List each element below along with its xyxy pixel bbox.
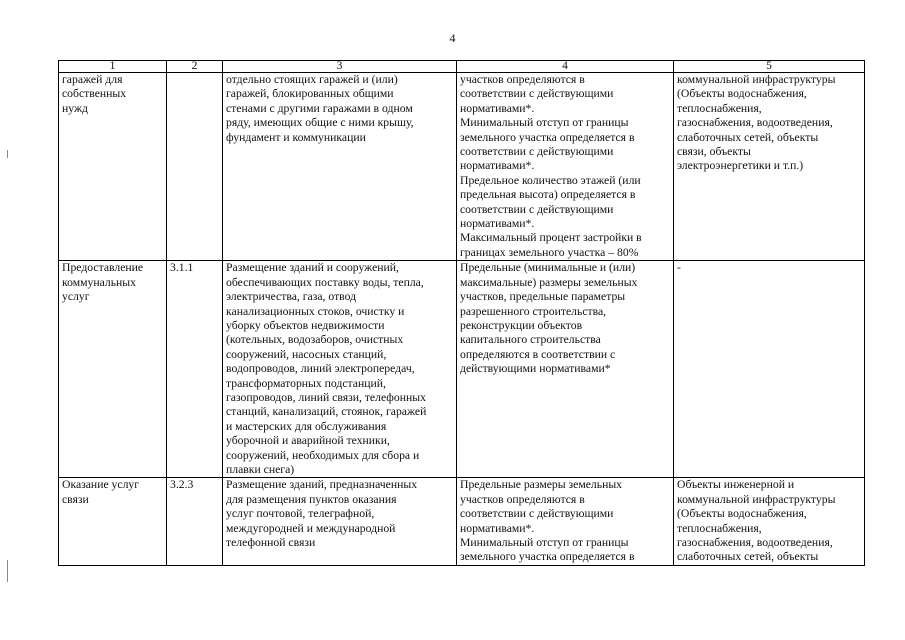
text-line: междугородней и международной — [226, 521, 396, 535]
use-code-cell — [167, 261, 223, 478]
text-line: участков определяются в — [460, 73, 585, 86]
description-cell — [223, 261, 457, 478]
text-line: коммунальной инфраструктуры — [677, 73, 836, 86]
use-code-cell — [167, 73, 223, 261]
text-line: Предельные размеры земельных — [460, 478, 623, 492]
text-line: соответствии с действующими — [460, 202, 614, 216]
text-line: для размещения пунктов оказания — [226, 492, 397, 506]
edge-mark-bottom — [7, 560, 8, 582]
text-line: отдельно стоящих гаражей и (или) — [226, 73, 398, 86]
text-line: коммунальных — [62, 275, 136, 289]
text-line: нужд — [62, 101, 88, 115]
text-line: сооружений, необходимых для сбора и — [226, 448, 420, 462]
text-line: газопроводов, линий связи, телефонных — [226, 390, 426, 404]
text-line: связи, объекты — [677, 145, 751, 159]
text-line: стенами с другими гаражами в одном — [226, 101, 413, 115]
text-line: Минимальный отступ от границы — [460, 116, 629, 130]
text-line: услуг почтовой, телеграфной, — [226, 507, 375, 521]
text-line: обеспечивающих поставку воды, тепла, — [226, 275, 424, 289]
text-line: разрешенного строительства, — [460, 304, 607, 318]
description-cell — [223, 478, 457, 565]
text-line: и мастерских для обслуживания — [226, 419, 387, 433]
text-line: предельная высота) определяется в — [460, 188, 636, 202]
restrictions-cell — [674, 261, 865, 478]
text-line: коммунальной инфраструктуры — [677, 492, 836, 506]
text-line: водопроводов, линий электропередач, — [226, 362, 415, 376]
header-col-2: 2 — [167, 61, 223, 73]
text-line: капитального строительства — [460, 333, 601, 347]
text-line: Предельные (минимальные и (или) — [460, 261, 636, 275]
text-line: Максимальный процент застройки в — [460, 231, 642, 245]
use-name-cell — [59, 261, 167, 478]
text-line: соответствии с действующими — [460, 507, 614, 521]
parameters-cell — [457, 73, 674, 261]
text-line: Объекты инженерной и — [677, 478, 795, 492]
description-cell — [223, 73, 457, 261]
text-line: электроэнергетики и т.п.) — [677, 159, 804, 173]
text-line: уборочной и аварийной техники, — [226, 434, 390, 448]
text-line: (Объекты водоснабжения, — [677, 87, 807, 101]
text-line: 3.2.3 — [170, 478, 194, 492]
text-line: 3.1.1 — [170, 261, 194, 275]
text-line: трансформаторных подстанций, — [226, 376, 386, 390]
text-line: теплоснабжения, — [677, 101, 762, 115]
text-line: собственных — [62, 87, 127, 101]
text-line: слаботочных сетей, объекты — [677, 130, 819, 144]
text-line: участков, предельные параметры — [460, 290, 626, 304]
text-line: слаботочных сетей, объекты — [677, 550, 819, 564]
header-col-4: 4 — [457, 61, 674, 73]
text-line: реконструкции объектов — [460, 318, 583, 332]
text-line: Размещение зданий, предназначенных — [226, 478, 418, 492]
text-line: действующими нормативами* — [460, 362, 611, 376]
text-line: связи — [62, 492, 89, 506]
use-code-cell — [167, 478, 223, 565]
parameters-cell — [457, 261, 674, 478]
text-line: нормативами*. — [460, 217, 535, 231]
header-col-3: 3 — [223, 61, 457, 73]
edge-mark-top — [7, 150, 8, 158]
text-line: границах земельного участка – 80% — [460, 245, 639, 259]
text-line: электричества, газа, отвод — [226, 290, 357, 304]
text-line: сооружений, насосных станций, — [226, 347, 387, 361]
text-line: Минимальный отступ от границы — [460, 536, 629, 549]
header-col-1: 1 — [59, 61, 167, 73]
text-line: - — [677, 261, 681, 275]
text-line: максимальные) размеры земельных — [460, 275, 638, 289]
text-line: нормативами*. — [460, 521, 535, 535]
header-col-5: 5 — [674, 61, 865, 73]
text-line: фундамент и коммуникации — [226, 130, 366, 144]
text-line: теплоснабжения, — [677, 521, 762, 535]
text-line: Предоставление — [62, 261, 144, 275]
text-line: земельного участка определяется в — [460, 550, 635, 564]
table-row — [59, 261, 865, 478]
text-line: (Объекты водоснабжения, — [677, 507, 807, 521]
restrictions-cell — [674, 478, 865, 565]
text-line: (котельных, водозаборов, очистных — [226, 333, 404, 347]
text-line: земельного участка определяется в — [460, 130, 635, 144]
text-line: уборку объектов недвижимости — [226, 318, 385, 332]
regulations-table — [58, 60, 865, 566]
text-line: нормативами*. — [460, 101, 535, 115]
use-name-cell — [59, 73, 167, 261]
text-line: газоснабжения, водоотведения, — [677, 536, 833, 549]
text-line: телефонной связи — [226, 536, 316, 549]
text-line: Оказание услуг — [62, 478, 140, 492]
header-row — [59, 61, 865, 73]
restrictions-cell — [674, 73, 865, 261]
text-line: газоснабжения, водоотведения, — [677, 116, 833, 130]
text-line: Размещение зданий и сооружений, — [226, 261, 399, 275]
text-line: гаражей, блокированных общими — [226, 87, 394, 101]
text-line: услуг — [62, 290, 90, 304]
page-number: 4 — [449, 31, 456, 45]
table-row — [59, 73, 865, 261]
use-name-cell — [59, 478, 167, 565]
text-line: соответствии с действующими — [460, 145, 614, 159]
text-line: соответствии с действующими — [460, 87, 614, 101]
text-line: ряду, имеющих общие с ними крышу, — [226, 116, 414, 130]
text-line: канализационных стоков, очистку и — [226, 304, 405, 318]
text-line: станций, канализаций, стоянок, гаражей — [226, 405, 427, 419]
text-line: гаражей для — [62, 73, 123, 86]
text-line: нормативами*. — [460, 159, 535, 173]
parameters-cell — [457, 478, 674, 565]
text-line: Предельное количество этажей (или — [460, 173, 641, 187]
text-line: участков определяются в — [460, 492, 585, 506]
text-line: плавки снега) — [226, 462, 295, 476]
text-line: определяются в соответствии с — [460, 347, 616, 361]
table-row — [59, 478, 865, 565]
